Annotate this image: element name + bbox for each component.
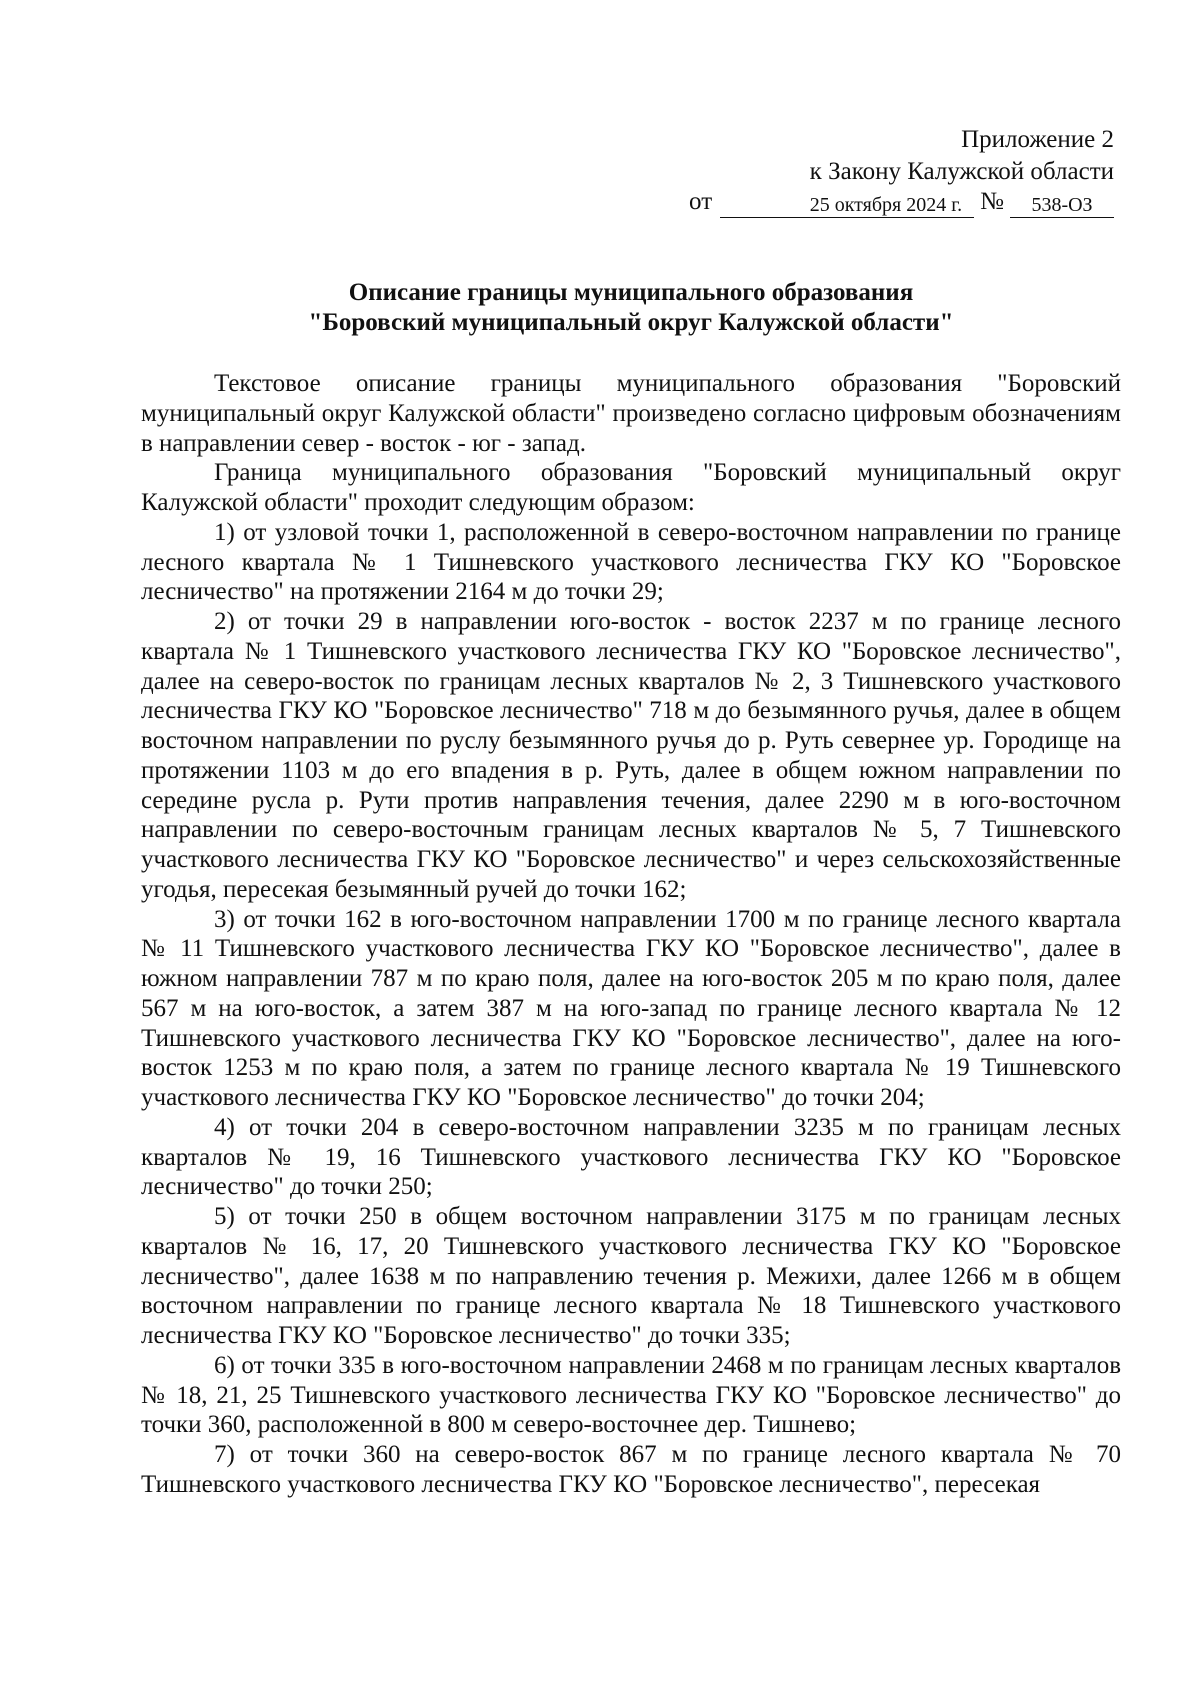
document-title bbox=[141, 278, 1121, 338]
paragraph: Граница муниципального образования "Боровский муниципальный округ Калужской области" проходит следующим образом: bbox=[141, 459, 1121, 516]
law-reference: к Закону Калужской области bbox=[809, 158, 1114, 185]
law-number: 538-ОЗ bbox=[1010, 193, 1114, 218]
paragraph: Текстовое описание границы муниципального образования "Боровский муниципальный округ Калужской области" произведено согласно цифровым обозначениям в направлении север - восток - юг - запад. bbox=[141, 370, 1121, 457]
paragraph: 5) от точки 250 в общем восточном направлении 3175 м по границам лесных кварталов № 16, 17, 20 Тишневского участкового лесничества ГКУ КО "Боровское лесничество", далее 1638 м по направлению течения р. Межихи, далее 1266 м в общем восточном направлении по границе лесного квартала № 18 Тишневского участкового лесничества ГКУ КО "Боровское лесничество" до точки 335; bbox=[141, 1203, 1121, 1349]
law-date-line bbox=[634, 186, 1114, 218]
from-label: от bbox=[689, 188, 713, 215]
paragraph: 2) от точки 29 в направлении юго-восток - восток 2237 м по границе лесного квартала № 1 Тишневского участкового лесничества ГКУ КО "Боровское лесничество", далее на северо-восток по границам лесных кварталов № 2, 3 Тишневского участкового лесничества ГКУ КО "Боровское лесничество" 718 м до безымянного ручья, далее в общем восточном направлении по руслу безымянного ручья до р. Руть севернее ур. Городище на протяжении 1103 м до его впадения в р. Руть, далее в общем южном направлении по середине русла р. Рути против направления течения, далее 2290 м в юго-восточном направлении по северо-восточным границам лесных кварталов № 5, 7 Тишневского участкового лесничества ГКУ КО "Боровское лесничество" и через сельскохозяйственные угодья, пересекая безымянный ручей до точки 162; bbox=[141, 608, 1121, 903]
law-date: 25 октября 2024 г. bbox=[720, 193, 974, 218]
appendix-label: Приложение 2 bbox=[961, 126, 1114, 153]
number-label: № bbox=[980, 188, 1004, 215]
paragraph: 4) от точки 204 в северо-восточном направлении 3235 м по границам лесных кварталов № 19, 16 Тишневского участкового лесничества ГКУ КО "Боровское лесничество" до точки 250; bbox=[141, 1113, 1121, 1201]
paragraph: 3) от точки 162 в юго-восточном направлении 1700 м по границе лесного квартала № 11 Тишневского участкового лесничества ГКУ КО "Боровское лесничество", далее в южном направлении 787 м по краю поля, далее на юго-восток 205 м по краю поля, далее 567 м на юго-восток, а затем 387 м на юго-запад по границе лесного квартала № 12 Тишневского участкового лесничества ГКУ КО "Боровское лесничество", далее на юго-восток 1253 м по краю поля, а затем по границе лесного квартала № 19 Тишневского участкового лесничества ГКУ КО "Боровское лесничество" до точки 204; bbox=[141, 905, 1121, 1111]
paragraph: 7) от точки 360 на северо-восток 867 м по границе лесного квартала № 70 Тишневского участкового лесничества ГКУ КО "Боровское лесничество", пересекая bbox=[141, 1441, 1121, 1498]
paragraph: 6) от точки 335 в юго-восточном направлении 2468 м по границам лесных кварталов № 18, 21, 25 Тишневского участкового лесничества ГКУ КО "Боровское лесничество" до точки 360, расположенной в 800 м северо-восточнее дер. Тишнево; bbox=[141, 1351, 1121, 1439]
document-body bbox=[141, 369, 1121, 1500]
appendix-header bbox=[634, 124, 1114, 218]
paragraph: 1) от узловой точки 1, расположенной в северо-восточном направлении по границе лесного квартала № 1 Тишневского участкового лесничества ГКУ КО "Боровское лесничество" на протяжении 2164 м до точки 29; bbox=[141, 518, 1121, 606]
title-line-2: "Боровский муниципальный округ Калужской области" bbox=[308, 309, 954, 336]
title-line-1: Описание границы муниципального образования bbox=[348, 279, 914, 306]
